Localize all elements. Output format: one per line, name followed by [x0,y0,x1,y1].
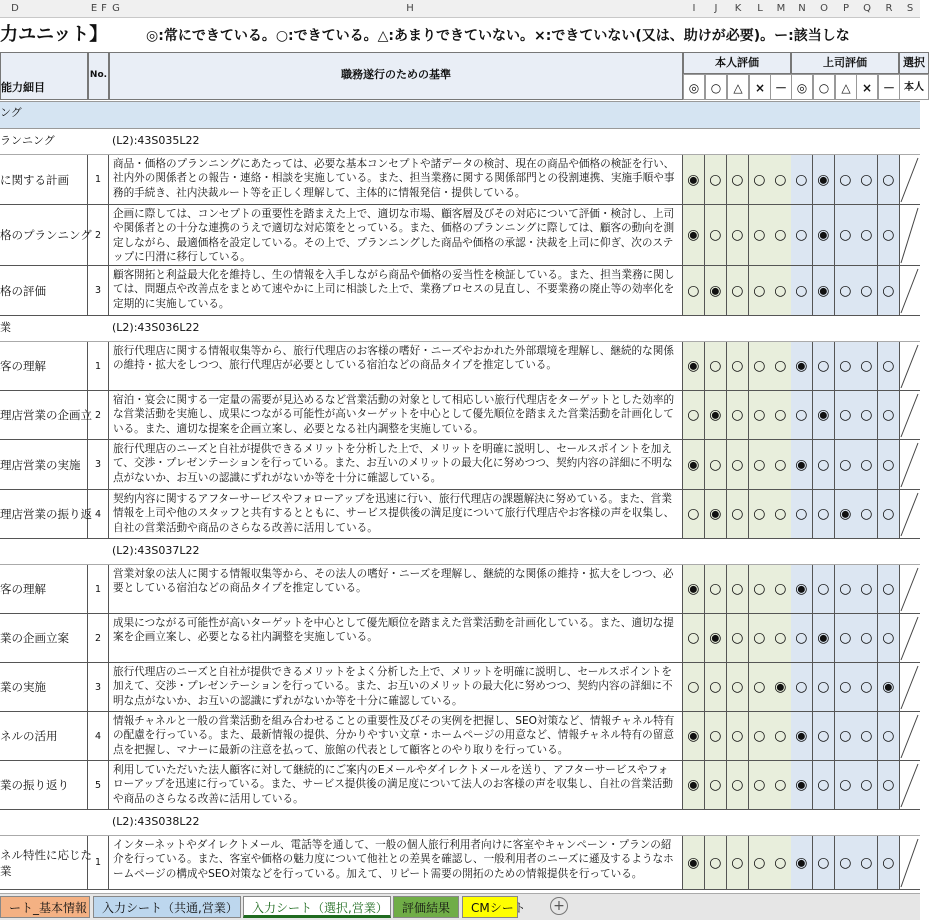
boss-eval-radio[interactable]: ◉ [813,155,835,204]
column-letter[interactable]: O [820,3,828,14]
criteria-row[interactable] [0,761,920,810]
diagonal-line-icon [899,663,920,712]
self-eval-radio[interactable]: ◉ [683,761,705,809]
boss-eval-radio[interactable]: ◉ [791,342,813,390]
boss-eval-radio[interactable]: ◉ [791,761,813,809]
self-eval-radio[interactable]: ◉ [683,205,705,265]
no-cell[interactable]: 1 [88,836,109,889]
column-letter[interactable]: K [734,3,742,14]
boss-eval-radio[interactable]: ○ [791,490,813,538]
skill-cell[interactable]: 客の理解 [0,565,88,613]
section-l2-code: (L2):43S035L22 [112,134,200,147]
self-eval-radio[interactable]: ○ [749,342,771,390]
section-l2-label: ランニング [0,134,55,147]
column-letter[interactable]: E [90,3,98,14]
self-eval-radio[interactable]: ○ [727,663,749,711]
criteria-row[interactable] [0,836,920,890]
section-l2-code: (L2):43S037L22 [112,544,200,557]
criteria-cell[interactable]: 情報チャネルと一般の営業活動を組み合わせることの重要性及びその実例を把握し、SEO対策など、情報チャネル特有の配慮を行っている。また、最新情報の提供、分かりやすい文章・ホームページの用意など、情報チャネル特有の留意点を把握し、マナーに最新の注意を払って、旅館の代表として顧客とのやり取りを行っている。 [109,712,683,760]
boss-eval-radio[interactable]: ○ [835,155,857,204]
boss-eval-radio[interactable]: ◉ [813,266,835,315]
diagonal-line-icon [899,342,920,391]
select-mark-header: 本人 [899,74,929,100]
boss-eval-radio[interactable]: ◉ [791,440,813,489]
boss-eval-radio[interactable]: ○ [878,205,900,265]
self-eval-radio[interactable]: ◉ [683,836,705,889]
header-criteria: 職務遂行のための基準 [109,52,683,100]
self-eval-radio[interactable]: ○ [727,712,749,760]
boss-eval-radio[interactable]: ○ [835,205,857,265]
self-eval-radio[interactable]: ○ [749,440,771,489]
skill-cell[interactable]: ネルの活用 [0,712,88,760]
column-letter[interactable]: R [885,3,893,14]
diagonal-line-icon [899,761,920,810]
self-eval-radio[interactable]: ○ [683,266,705,315]
boss-eval-radio[interactable]: ○ [813,440,835,489]
sheet-title: 力ユニット】 [0,24,108,45]
self-eval-radio[interactable]: ◉ [705,266,727,315]
skill-cell[interactable]: 理店営業の振り返 [0,490,88,538]
select-cell[interactable] [899,391,920,439]
self-eval-radio[interactable]: ○ [770,266,792,315]
self-eval-radio[interactable]: ○ [705,205,727,265]
boss-eval-radio[interactable]: ○ [856,761,878,809]
header-skill: 能力細目 [0,52,88,100]
criteria-cell[interactable]: 商品・価格のプランニングにあたっては、必要な基本コンセプトや諸データの検討、現在の商品や価格の検証を行い、社内外の関係者との報告・連絡・相談を実施している。また、担当業務に関する関係部門との役割連携、実施手順や事務的手続き、社内決裁ルート等を正しく理解して、主体的に情報発信・提供している。 [109,155,683,204]
column-letter[interactable]: J [714,3,718,14]
no-cell[interactable]: 2 [88,391,109,439]
self-eval-radio[interactable]: ○ [727,565,749,613]
self-eval-radio[interactable]: ○ [749,663,771,711]
self-eval-radio[interactable]: ○ [705,155,727,204]
boss-eval-radio[interactable]: ○ [878,155,900,204]
boss-eval-radio[interactable]: ○ [856,565,878,613]
self-eval-radio[interactable]: ○ [683,614,705,662]
section-l2-code: (L2):43S038L22 [112,815,200,828]
no-cell[interactable]: 1 [88,155,109,204]
self-eval-radio[interactable]: ◉ [770,663,792,711]
self-eval-radio[interactable]: ◉ [683,342,705,390]
diagonal-line-icon [899,391,920,440]
criteria-cell[interactable]: 成果につながる可能性が高いターゲットを中心として優先順位を踏まえた営業活動を計画化している。また、適切な提案を企画立案し、必要となる社内調整を実施している。 [109,614,683,662]
boss-eval-radio[interactable]: ○ [813,712,835,760]
boss-eval-radio[interactable]: ○ [835,614,857,662]
boss-eval-radio[interactable]: ○ [813,836,835,889]
self-eval-radio[interactable]: ◉ [683,155,705,204]
skill-cell[interactable]: 格の評価 [0,266,88,315]
column-letter[interactable]: Q [863,3,871,14]
diagonal-line-icon [899,712,920,761]
sheet-tab[interactable]: 入力シート（選択,営業） [243,896,391,918]
boss-eval-radio[interactable]: ◉ [813,205,835,265]
boss-eval-radio[interactable]: ○ [878,761,900,809]
select-cell[interactable] [899,565,920,613]
select-cell[interactable] [899,836,920,889]
self-eval-radio[interactable]: ○ [705,663,727,711]
boss-mark-header: ◎ [791,74,813,100]
no-cell[interactable]: 2 [88,614,109,662]
self-eval-radio[interactable]: ○ [727,614,749,662]
boss-eval-radio[interactable]: ○ [856,440,878,489]
header-boss-eval: 上司評価 [791,52,899,74]
boss-eval-radio[interactable]: ○ [878,342,900,390]
sheet-tab[interactable]: 入力シート（共通,営業） [93,896,241,918]
boss-eval-radio[interactable]: ○ [856,614,878,662]
self-eval-radio[interactable]: ○ [727,342,749,390]
self-eval-radio[interactable]: ○ [727,391,749,439]
criteria-row[interactable] [0,490,920,539]
skill-cell[interactable]: ネル特性に応じた 業 [0,836,88,889]
self-eval-radio[interactable]: ○ [749,205,771,265]
self-eval-radio[interactable]: ○ [770,490,792,538]
boss-eval-radio[interactable]: ◉ [813,614,835,662]
diagonal-line-icon [899,836,920,890]
boss-eval-radio[interactable]: ○ [813,342,835,390]
boss-eval-radio[interactable]: ○ [813,565,835,613]
boss-eval-radio[interactable]: ○ [813,663,835,711]
header-self-eval: 本人評価 [683,52,791,74]
self-eval-radio[interactable]: ○ [727,836,749,889]
self-eval-radio[interactable]: ○ [770,342,792,390]
select-cell[interactable] [899,490,920,538]
evaluation-legend: ◎:常にできている。○:できている。△:あまりできていない。×:できていない(又は、助けが必要)。ー:該当しな [146,28,850,44]
self-eval-radio[interactable]: ○ [770,712,792,760]
criteria-row[interactable] [0,342,920,391]
self-eval-radio[interactable]: ○ [749,266,771,315]
no-cell[interactable]: 1 [88,565,109,613]
boss-eval-radio[interactable]: ○ [835,440,857,489]
header-no: No. [88,52,109,100]
skill-cell[interactable]: 客の理解 [0,342,88,390]
self-eval-radio[interactable]: ○ [683,391,705,439]
select-cell[interactable] [899,266,920,315]
criteria-cell[interactable]: 営業対象の法人に関する情報収集等から、その法人の嗜好・ニーズを理解し、継続的な関係の維持・拡大をしつつ、必要としている宿泊などの商品タイプを推定している。 [109,565,683,613]
diagonal-line-icon [899,266,920,316]
boss-eval-radio[interactable]: ○ [835,391,857,439]
self-eval-radio[interactable]: ○ [770,836,792,889]
boss-eval-radio[interactable]: ○ [856,391,878,439]
self-eval-radio[interactable]: ○ [770,391,792,439]
sheet-tab[interactable]: CMシート [462,896,518,918]
section-l1-row[interactable]: ング [0,101,920,129]
diagonal-line-icon [899,490,920,539]
criteria-cell[interactable]: 利用していただいた法人顧客に対して継続的にご案内のEメールやダイレクトメールを送り、アフターサービスやフォローアップを迅速に行っている。また、サービス提供後の満足度について法人のお客様の声を収集し、自社の営業活動や商品のさらなる改善に活用している。 [109,761,683,809]
sheet-tab[interactable]: 評価結果 [393,896,459,918]
self-eval-radio[interactable]: ○ [770,614,792,662]
boss-eval-radio[interactable]: ○ [791,266,813,315]
self-eval-radio[interactable]: ○ [727,761,749,809]
boss-eval-radio[interactable]: ○ [791,205,813,265]
boss-eval-radio[interactable]: ○ [791,614,813,662]
boss-mark-header: ○ [813,74,835,100]
criteria-row[interactable] [0,205,920,266]
column-letter[interactable]: N [798,3,806,14]
criteria-cell[interactable]: 顧客開拓と利益最大化を維持し、生の情報を入手しながら商品や価格の妥当性を検証している。また、担当業務に関しては、問題点や改善点をまとめて速やかに上司に相談した上で、業務プロセスの見直し、不要業務の廃止等の効率化を定期的に実施している。 [109,266,683,315]
criteria-cell[interactable]: 旅行代理店のニーズと自社が提供できるメリットをよく分析した上で、メリットを明確に説明し、セールスポイントを加えて、交渉・プレゼンテーションを行っている。また、お互いのメリットの最大化に努めつつ、契約内容の詳細に不明な点がないか、お互いの認識にずれがないか等を十分に確認している。 [109,663,683,711]
self-eval-radio[interactable]: ○ [749,565,771,613]
self-eval-radio[interactable]: ○ [749,490,771,538]
boss-eval-radio[interactable]: ○ [878,614,900,662]
boss-eval-radio[interactable]: ◉ [835,490,857,538]
skill-cell[interactable]: 格のプランニング [0,205,88,265]
column-letter[interactable]: L [757,3,763,14]
column-letter[interactable]: M [776,3,786,14]
no-cell[interactable]: 3 [88,266,109,315]
section-l2-row[interactable] [0,539,920,565]
column-letter[interactable]: H [406,3,414,14]
boss-mark-header: － [878,74,900,100]
criteria-cell[interactable]: 旅行代理店のニーズと自社が提供できるメリットを分析した上で、メリットを明確に説明し、セールスポイントを加えて、交渉・プレゼンテーションを行っている。また、お互いのメリットの最大化に努めつつ、契約内容の詳細に不明な点がないか、お互いの認識にずれがないか等を十分に確認している。 [109,440,683,489]
column-letter[interactable]: F [101,3,107,14]
column-letter[interactable]: S [906,3,914,14]
self-eval-radio[interactable]: ◉ [705,614,727,662]
column-letter[interactable]: I [692,3,696,14]
skill-cell[interactable]: 理店営業の企画立 [0,391,88,439]
boss-mark-header: × [856,74,878,100]
self-mark-header: ○ [705,74,727,100]
boss-eval-radio[interactable]: ◉ [791,836,813,889]
no-cell[interactable]: 4 [88,712,109,760]
criteria-row[interactable] [0,663,920,712]
self-eval-radio[interactable]: ◉ [705,490,727,538]
no-cell[interactable]: 5 [88,761,109,809]
self-eval-radio[interactable]: ○ [770,440,792,489]
boss-eval-radio[interactable]: ○ [835,836,857,889]
skill-cell[interactable]: 業の振り返り [0,761,88,809]
no-cell[interactable]: 3 [88,663,109,711]
column-letter[interactable]: D [11,3,19,14]
criteria-row[interactable] [0,391,920,440]
boss-eval-radio[interactable]: ○ [835,761,857,809]
criteria-row[interactable] [0,155,920,205]
self-mark-header: ◎ [683,74,705,100]
self-eval-radio[interactable]: ○ [749,391,771,439]
boss-eval-radio[interactable]: ◉ [791,565,813,613]
no-cell[interactable]: 1 [88,342,109,390]
self-eval-radio[interactable]: ○ [727,440,749,489]
select-cell[interactable] [899,614,920,662]
self-eval-radio[interactable]: ○ [749,712,771,760]
self-eval-radio[interactable]: ○ [770,565,792,613]
criteria-cell[interactable]: 契約内容に関するアフターサービスやフォローアップを迅速に行い、旅行代理店の課題解決に努めている。また、営業情報を上司や他のスタッフと共有するとともに、サービス提供後の満足度について旅行代理店やお客様の声を収集し、自社の営業活動や商品のさらなる改善に活用している。 [109,490,683,538]
criteria-row[interactable] [0,712,920,761]
diagonal-line-icon [899,614,920,663]
select-cell[interactable] [899,712,920,760]
boss-eval-radio[interactable]: ○ [813,761,835,809]
skill-cell[interactable]: 業の実施 [0,663,88,711]
section-l2-row[interactable] [0,129,920,155]
diagonal-line-icon [899,440,920,490]
boss-eval-radio[interactable]: ○ [878,490,900,538]
criteria-cell[interactable]: 旅行代理店に関する情報収集等から、旅行代理店のお客様の嗜好・ニーズやおかれた外部環境を理解し、継続的な関係の維持・拡大をしつつ、旅行代理店が必要としている宿泊などの商品タイプを推定している。 [109,342,683,390]
boss-eval-radio[interactable]: ○ [835,712,857,760]
criteria-row[interactable] [0,565,920,614]
boss-eval-radio[interactable]: ○ [791,663,813,711]
section-l2-code: (L2):43S036L22 [112,321,200,334]
select-cell[interactable] [899,440,920,489]
boss-eval-radio[interactable]: ○ [791,391,813,439]
boss-eval-radio[interactable]: ○ [856,155,878,204]
self-eval-radio[interactable]: ○ [683,490,705,538]
self-eval-radio[interactable]: ◉ [683,712,705,760]
boss-eval-radio[interactable]: ○ [791,155,813,204]
boss-eval-radio[interactable]: ○ [835,565,857,613]
no-cell[interactable]: 2 [88,205,109,265]
boss-eval-radio[interactable]: ○ [878,266,900,315]
self-eval-radio[interactable]: ○ [727,205,749,265]
self-eval-radio[interactable]: ◉ [705,391,727,439]
self-eval-radio[interactable]: ○ [705,440,727,489]
self-eval-radio[interactable]: ○ [770,761,792,809]
self-eval-radio[interactable]: ○ [705,761,727,809]
select-cell[interactable] [899,761,920,809]
section-l2-row[interactable] [0,810,920,836]
select-cell[interactable] [899,155,920,204]
boss-eval-radio[interactable]: ○ [878,712,900,760]
section-l2-row[interactable] [0,316,920,342]
boss-eval-radio[interactable]: ○ [835,342,857,390]
self-eval-radio[interactable]: ○ [683,663,705,711]
self-eval-radio[interactable]: ○ [749,836,771,889]
header-select: 選択 [899,52,929,74]
boss-eval-radio[interactable]: ◉ [813,391,835,439]
criteria-row[interactable] [0,614,920,663]
self-eval-radio[interactable]: ○ [727,266,749,315]
self-mark-header: × [749,74,771,100]
boss-eval-radio[interactable]: ○ [856,205,878,265]
boss-mark-header: △ [835,74,857,100]
column-letter[interactable]: G [112,3,120,14]
self-eval-radio[interactable]: ○ [705,565,727,613]
boss-eval-radio[interactable]: ○ [813,490,835,538]
column-letter[interactable]: P [842,3,850,14]
boss-eval-radio[interactable]: ○ [856,266,878,315]
section-l2-label: 業 [0,321,11,334]
diagonal-line-icon [899,205,920,266]
criteria-row[interactable] [0,266,920,316]
self-eval-radio[interactable]: ◉ [683,440,705,489]
boss-eval-radio[interactable]: ◉ [878,663,900,711]
boss-eval-radio[interactable]: ○ [878,440,900,489]
self-eval-radio[interactable]: ○ [749,614,771,662]
boss-eval-radio[interactable]: ○ [856,836,878,889]
boss-eval-radio[interactable]: ○ [856,663,878,711]
boss-eval-radio[interactable]: ○ [878,565,900,613]
boss-eval-radio[interactable]: ○ [856,490,878,538]
sheet-tab-bar [0,893,920,920]
criteria-cell[interactable]: 企画に際しては、コンセプトの重要性を踏まえた上で、適切な市場、顧客層及びその対応について評価・検討し、上司や関係者との十分な連携のうえで適切な対応策をとっている。また、価格のプランニングに際しては、顧客の動向を測定しながら、最適価格を設定している。その上で、プランニングした商品や価格の承認・決裁を上司に仰ぎ、次のステップに円滑に移行している。 [109,205,683,265]
skill-cell[interactable]: 理店営業の実施 [0,440,88,489]
boss-eval-radio[interactable]: ○ [835,663,857,711]
boss-eval-radio[interactable]: ○ [856,342,878,390]
boss-eval-radio[interactable]: ◉ [791,712,813,760]
self-mark-header: － [770,74,792,100]
criteria-row[interactable] [0,440,920,490]
diagonal-line-icon [899,565,920,614]
self-eval-radio[interactable]: ◉ [683,565,705,613]
self-mark-header: △ [727,74,749,100]
column-header-bar [0,0,920,18]
self-eval-radio[interactable]: ○ [705,342,727,390]
boss-eval-radio[interactable]: ○ [835,266,857,315]
criteria-cell[interactable]: 宿泊・宴会に関する一定量の需要が見込めるなど営業活動の対象として相応しい旅行代理店をターゲットとした効率的な営業活動を実施し、成果につながる可能性が高いターゲットを中心として優先順位を踏まえた営業活動を計画化している。また、適切な提案を企画立案し、必要となる社内調整を実施している。 [109,391,683,439]
self-eval-radio[interactable]: ○ [727,490,749,538]
sheet-tab[interactable]: ート_基本情報 [0,896,90,918]
self-eval-radio[interactable]: ○ [770,155,792,204]
boss-eval-radio[interactable]: ○ [878,836,900,889]
skill-cell[interactable]: 業の企画立案 [0,614,88,662]
select-cell[interactable] [899,663,920,711]
select-cell[interactable] [899,205,920,265]
self-eval-radio[interactable]: ○ [727,155,749,204]
self-eval-radio[interactable]: ○ [749,761,771,809]
diagonal-line-icon [899,155,920,205]
no-cell[interactable]: 3 [88,440,109,489]
self-eval-radio[interactable]: ○ [770,205,792,265]
boss-eval-radio[interactable]: ○ [878,391,900,439]
boss-eval-radio[interactable]: ○ [856,712,878,760]
skill-cell[interactable]: に関する計画 [0,155,88,204]
criteria-cell[interactable]: インターネットやダイレクトメール、電話等を通して、一般の個人旅行利用者向けに客室やキャンペーン・プランの紹介を行っている。また、客室や価格の魅力度について他社との差異を確認し、一般利用者のニーズに遜及するようなホームページの構成やSEO対策などを行っている。加えて、リピート需要の開拓のための情報提供を行っている。 [109,836,683,889]
self-eval-radio[interactable]: ○ [705,712,727,760]
select-cell[interactable] [899,342,920,390]
no-cell[interactable]: 4 [88,490,109,538]
add-sheet-icon[interactable]: + [550,897,568,915]
self-eval-radio[interactable]: ○ [705,836,727,889]
self-eval-radio[interactable]: ○ [749,155,771,204]
